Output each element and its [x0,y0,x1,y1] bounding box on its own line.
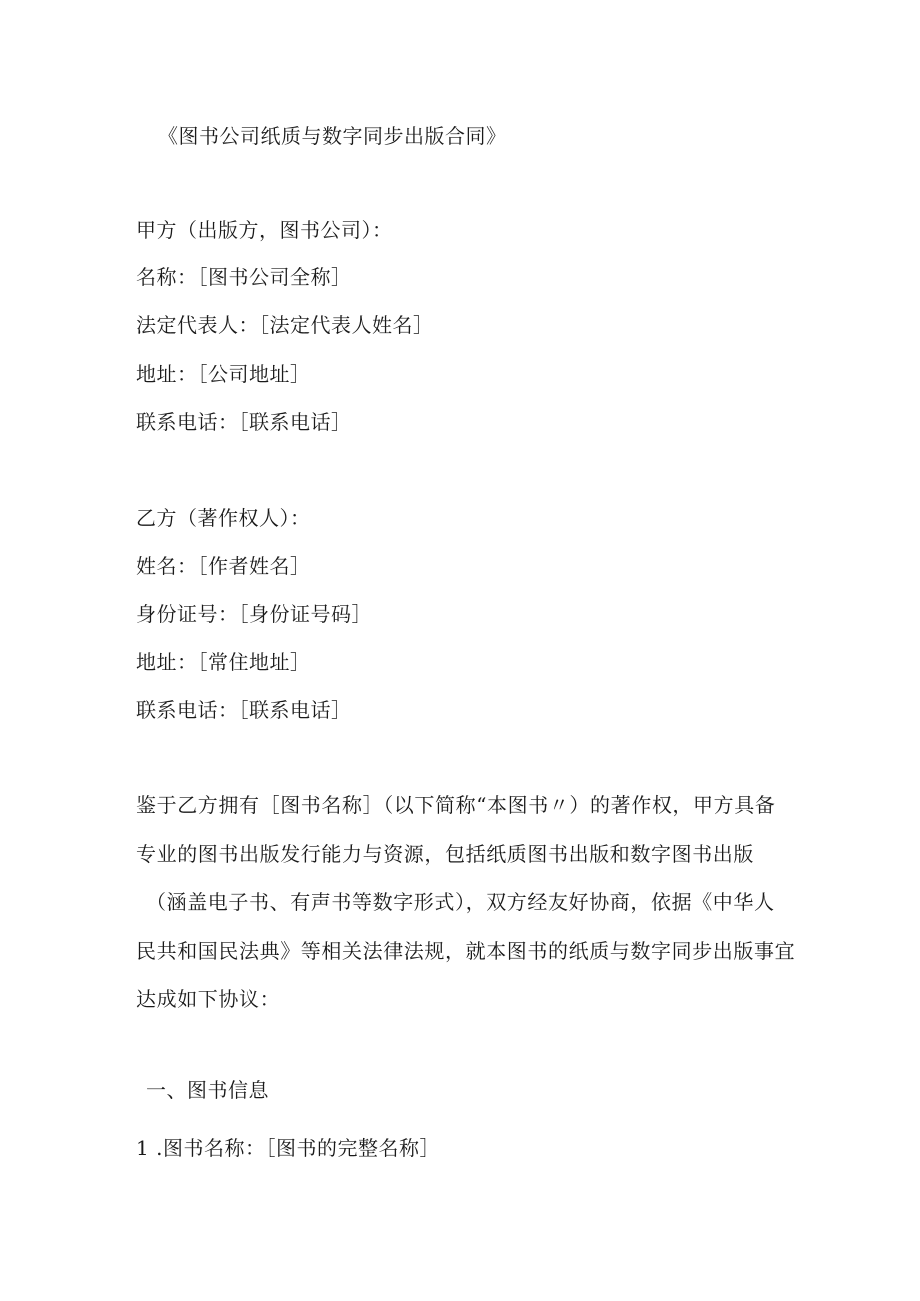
preamble-line: 民共和国民法典》等相关法律法规，就本图书的纸质与数字同步出版事宜 [136,938,796,963]
section-1-heading: 一、图书信息 [146,1078,269,1102]
preamble-line: （涵盖电子书、有声书等数字形式），双方经友好协商，依据《中华人 [146,890,775,914]
document-title: 《图书公司纸质与数字同步出版合同》 [158,124,507,148]
preamble-line: 鉴于乙方拥有［图书名称］（以下简称“本图书〃）的著作权，甲方具备 [136,793,776,817]
party-a-address: 地址：［公司地址］ [136,362,311,386]
party-b-phone: 联系电话：［联系电话］ [136,698,352,722]
party-b-address: 地址：［常住地址］ [136,650,311,674]
preamble-paragraph [136,781,796,1024]
party-a-heading: 甲方（出版方，图书公司）： [136,218,393,242]
party-b-heading: 乙方（著作权人）： [136,506,311,530]
party-b-name: 姓名：［作者姓名］ [136,554,311,578]
party-a-legal-rep: 法定代表人：［法定代表人姓名］ [136,313,434,337]
section-1-item-1: 1 .图书名称：［图书的完整名称］ [136,1136,440,1160]
party-b-id-number: 身份证号：［身份证号码］ [136,602,372,626]
party-a-phone: 联系电话：［联系电话］ [136,410,352,434]
preamble-line: 达成如下协议： [136,987,281,1011]
party-a-name: 名称：［图书公司全称］ [136,265,352,289]
preamble-line: 专业的图书出版发行能力与资源，包括纸质图书出版和数字图书出版 [136,841,754,866]
